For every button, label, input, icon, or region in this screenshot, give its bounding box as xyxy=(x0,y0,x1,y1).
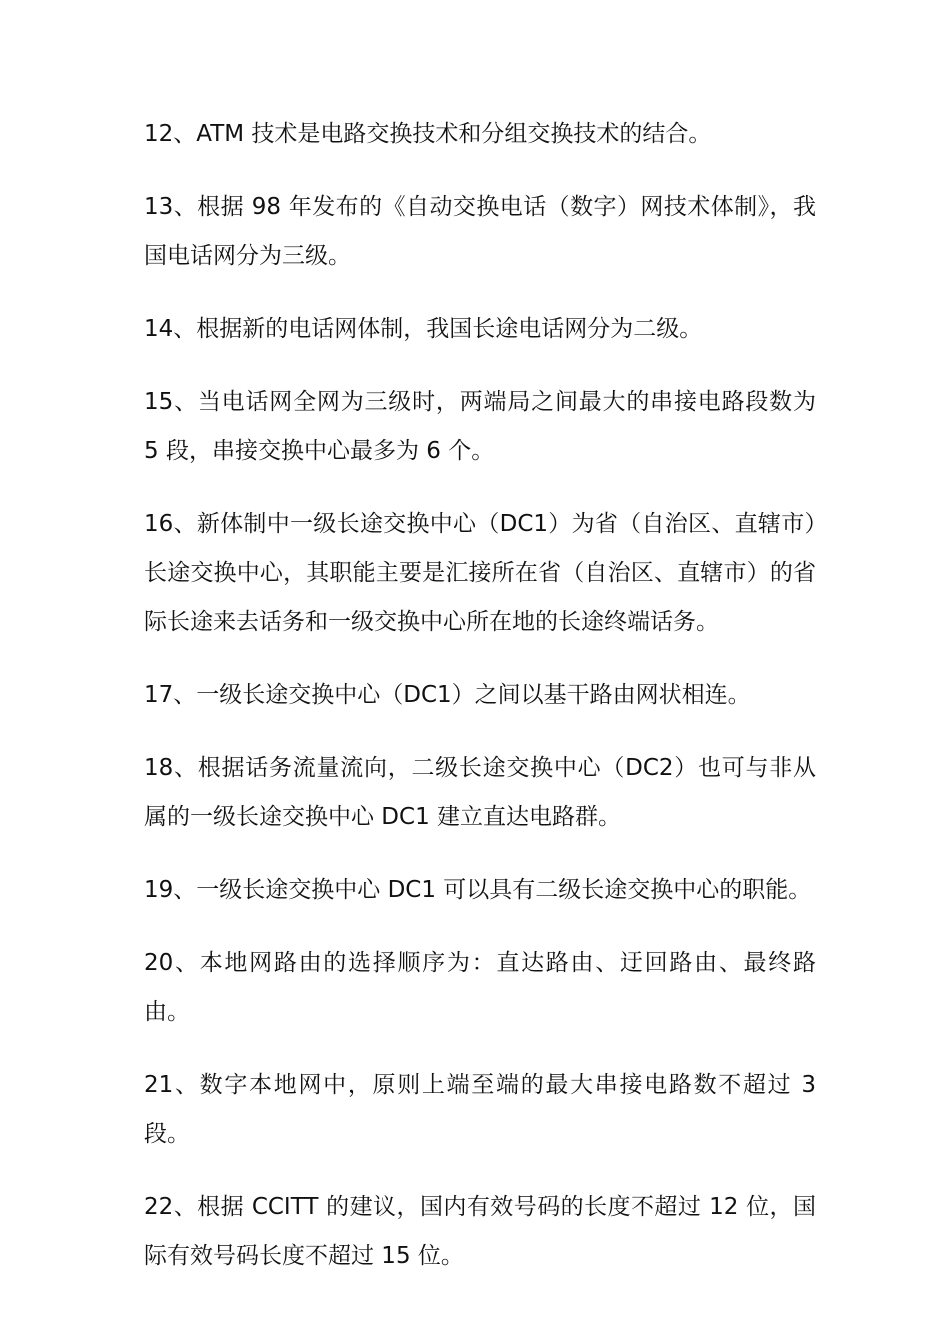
list-item-12: 12、ATM 技术是电路交换技术和分组交换技术的结合。 xyxy=(144,121,712,147)
list-item-13: 13、根据 98 年发布的《自动交换电话（数字）网技术体制》，我国电话网分为三级。 xyxy=(144,194,816,269)
document-body xyxy=(144,110,816,1305)
list-item-20: 20、本地网路由的选择顺序为：直达路由、迂回路由、最终路由。 xyxy=(144,950,816,1025)
list-item-16: 16、新体制中一级长途交换中心（DC1）为省（自治区、直辖市）长途交换中心，其职能主要是汇接所在省（自治区、直辖市）的省际长途来去话务和一级交换中心所在地的长途终端话务。 xyxy=(144,511,816,635)
list-item-19: 19、一级长途交换中心 DC1 可以具有二级长途交换中心的职能。 xyxy=(144,877,812,903)
list-item-21: 21、数字本地网中，原则上端至端的最大串接电路数不超过 3 段。 xyxy=(144,1072,816,1147)
list-item-17: 17、一级长途交换中心（DC1）之间以基干路由网状相连。 xyxy=(144,682,751,708)
list-item-14: 14、根据新的电话网体制，我国长途电话网分为二级。 xyxy=(144,316,703,342)
list-item-22: 22、根据 CCITT 的建议，国内有效号码的长度不超过 12 位，国际有效号码长度不超过 15 位。 xyxy=(144,1194,816,1269)
list-item-15: 15、当电话网全网为三级时，两端局之间最大的串接电路段数为 5 段，串接交换中心最多为 6 个。 xyxy=(144,389,816,464)
list-item-18: 18、根据话务流量流向，二级长途交换中心（DC2）也可与非从属的一级长途交换中心 DC1 建立直达电路群。 xyxy=(144,755,816,830)
